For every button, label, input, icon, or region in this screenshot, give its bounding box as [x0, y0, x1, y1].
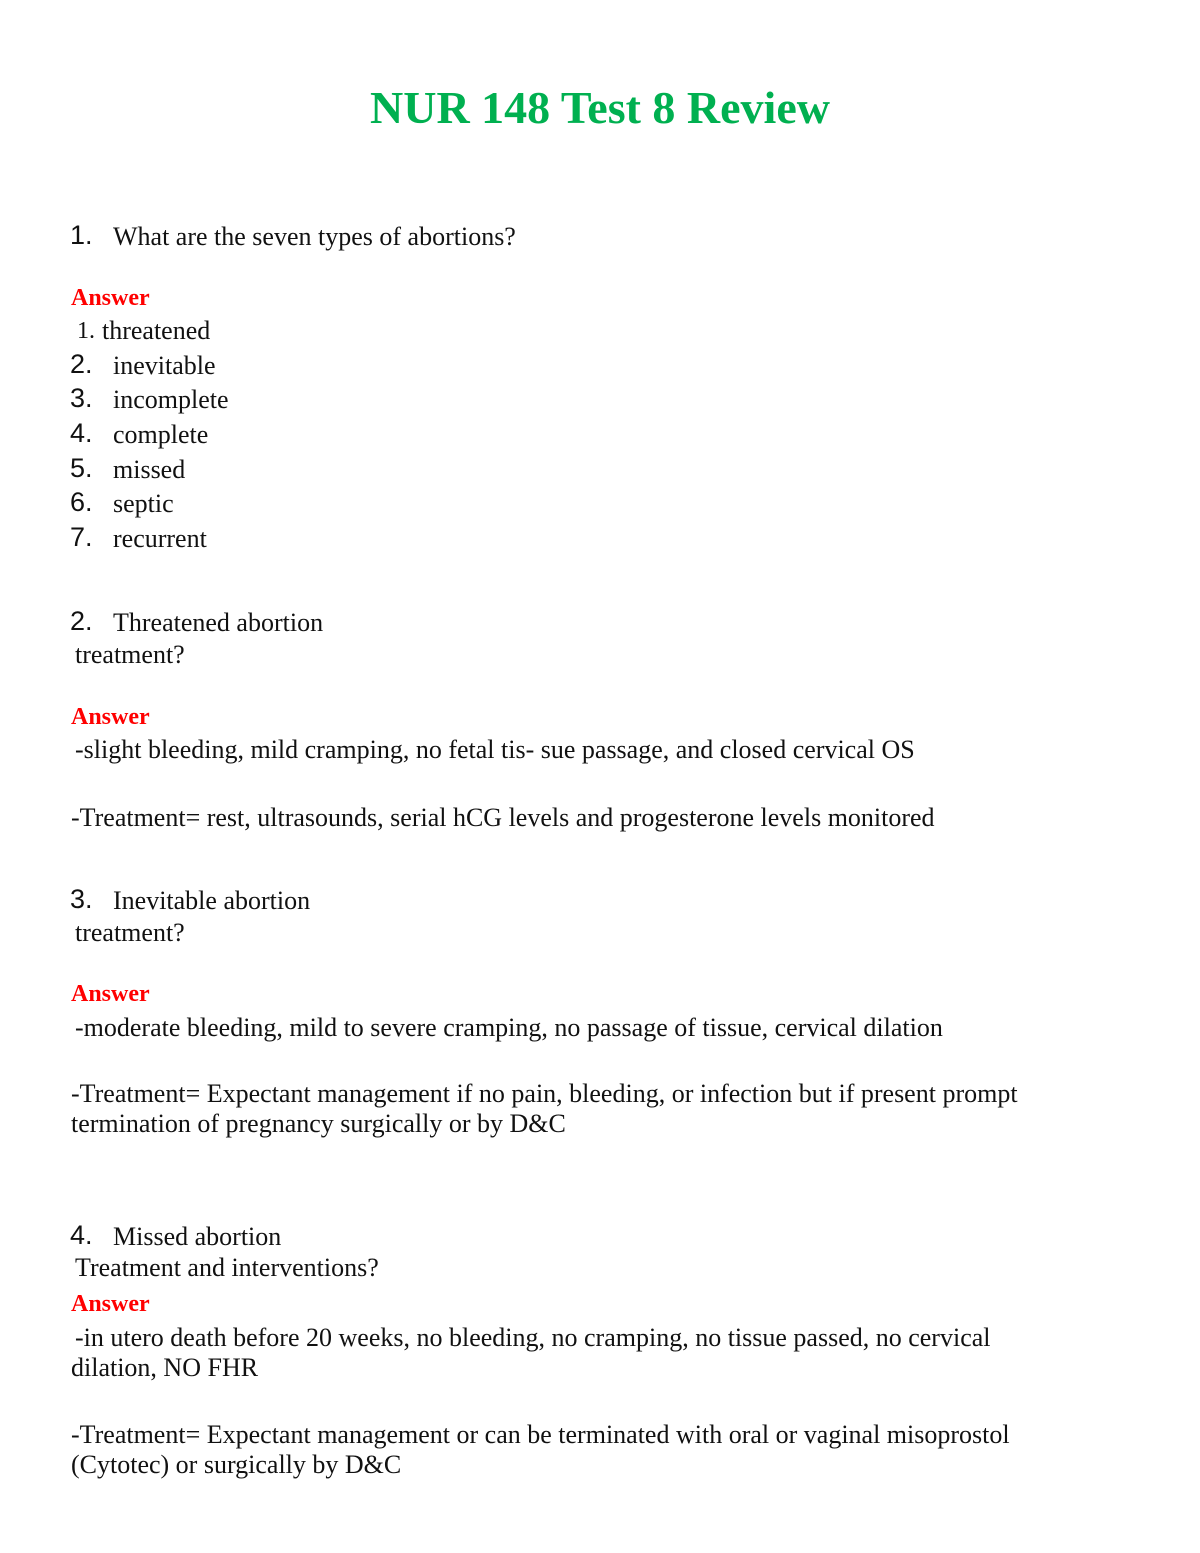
question-text: What are the seven types of abortions?: [113, 222, 516, 251]
answer-text: -moderate bleeding, mild to severe cramping, no passage of tissue, cervical dilation: [75, 1013, 943, 1042]
answer-label: Answer: [71, 1291, 150, 1317]
answer-text: -Treatment= Expectant management or can be terminated with oral or vaginal misoprostol (Cytotec) or surgically by D&C: [71, 1420, 1010, 1479]
answer-text: -Treatment= Expectant management if no pain, bleeding, or infection but if present prompt termination of pregnancy surgically or by D&C: [71, 1079, 1018, 1138]
question-text: Threatened abortion: [113, 608, 324, 637]
list-item-number: 5.: [70, 453, 93, 483]
list-item-text: complete: [113, 420, 209, 449]
question-number: 4.: [70, 1220, 93, 1250]
list-item-text: incomplete: [113, 385, 229, 414]
list-item-number: 3.: [70, 383, 93, 413]
question-number: 3.: [70, 884, 93, 914]
question-number: 1.: [70, 220, 93, 250]
list-item-text: threatened: [102, 316, 211, 345]
question-text-continued: Treatment and interventions?: [75, 1253, 379, 1282]
question-text: Missed abortion: [113, 1222, 282, 1251]
list-item-number: 6.: [70, 487, 93, 517]
answer-label: Answer: [71, 704, 150, 730]
question-text: Inevitable abortion: [113, 886, 311, 915]
list-item-text: inevitable: [113, 351, 216, 380]
list-item-number: 2.: [70, 349, 93, 379]
answer-label: Answer: [71, 285, 150, 311]
list-item-number: 7.: [70, 522, 93, 552]
answer-text: -Treatment= rest, ultrasounds, serial hCG levels and progesterone levels monitored: [71, 803, 935, 832]
list-item-text: recurrent: [113, 524, 207, 553]
answer-text: -in utero death before 20 weeks, no bleeding, no cramping, no tissue passed, no cervical dilation, NO FHR: [71, 1323, 991, 1382]
list-item-text: septic: [113, 489, 174, 518]
question-number: 2.: [70, 606, 93, 636]
list-item-number: 1.: [77, 318, 95, 344]
list-item-number: 4.: [70, 418, 93, 448]
list-item-text: missed: [113, 455, 186, 484]
question-text-continued: treatment?: [75, 640, 185, 669]
answer-label: Answer: [71, 981, 150, 1007]
answer-text: -slight bleeding, mild cramping, no fetal tis- sue passage, and closed cervical OS: [75, 735, 915, 764]
page-title: NUR 148 Test 8 Review: [370, 82, 830, 133]
question-text-continued: treatment?: [75, 918, 185, 947]
